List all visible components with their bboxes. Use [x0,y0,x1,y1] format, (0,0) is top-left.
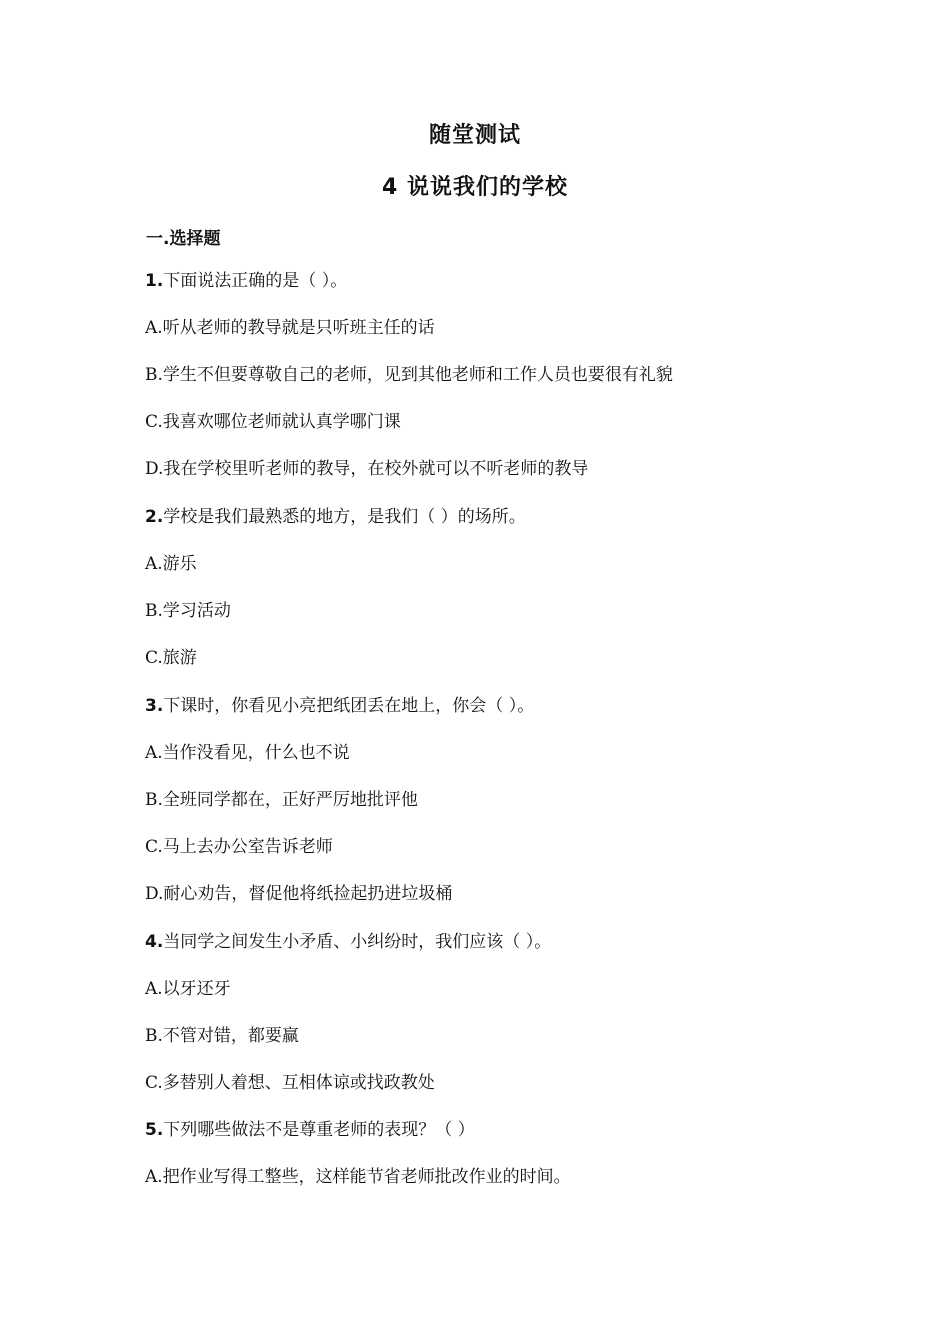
q2-option-a: A.游乐 [145,554,197,574]
question-text: 下课时，你看见小亮把纸团丢在地上，你会（ ）。 [163,696,535,716]
question-3 [145,694,534,718]
question-text: 下列哪些做法不是尊重老师的表现？（ ） [163,1120,475,1140]
question-4 [145,930,551,954]
question-2 [145,505,526,529]
q2-option-b: B.学习活动 [145,601,231,621]
question-text: 下面说法正确的是（ ）。 [163,271,348,291]
page-title: 随堂测试 [428,123,521,148]
q3-option-d: D.耐心劝告，督促他将纸捡起扔进垃圾桶 [145,884,453,904]
question-1 [145,269,347,293]
q1-option-a: A.听从老师的教导就是只听班主任的话 [145,318,435,338]
q1-option-d: D.我在学校里听老师的教导，在校外就可以不听老师的教导 [145,459,589,479]
q3-option-a: A.当作没看见，什么也不说 [145,743,350,763]
question-number: 4. [145,932,164,952]
question-number: 2. [145,507,164,527]
q5-option-a: A.把作业写得工整些，这样能节省老师批改作业的时间。 [145,1167,571,1187]
q3-option-b: B.全班同学都在，正好严厉地批评他 [145,790,418,810]
section-heading: 一.选择题 [146,229,221,249]
q2-option-c: C.旅游 [145,648,197,668]
question-number: 1. [145,271,164,291]
lesson-title: 4 说说我们的学校 [382,175,568,200]
q1-option-b: B.学生不但要尊敬自己的老师，见到其他老师和工作人员也要很有礼貌 [145,365,673,385]
q4-option-c: C.多替别人着想、互相体谅或找政教处 [145,1073,435,1093]
q3-option-c: C.马上去办公室告诉老师 [145,837,333,857]
q4-option-a: A.以牙还牙 [145,979,231,999]
question-number: 5. [145,1120,164,1140]
question-number: 3. [145,696,164,716]
q4-option-b: B.不管对错，都要赢 [145,1026,299,1046]
question-text: 当同学之间发生小矛盾、小纠纷时，我们应该（ ）。 [163,932,552,952]
question-text: 学校是我们最熟悉的地方，是我们（ ）的场所。 [163,507,526,527]
q1-option-c: C.我喜欢哪位老师就认真学哪门课 [145,412,401,432]
question-5 [145,1118,475,1142]
